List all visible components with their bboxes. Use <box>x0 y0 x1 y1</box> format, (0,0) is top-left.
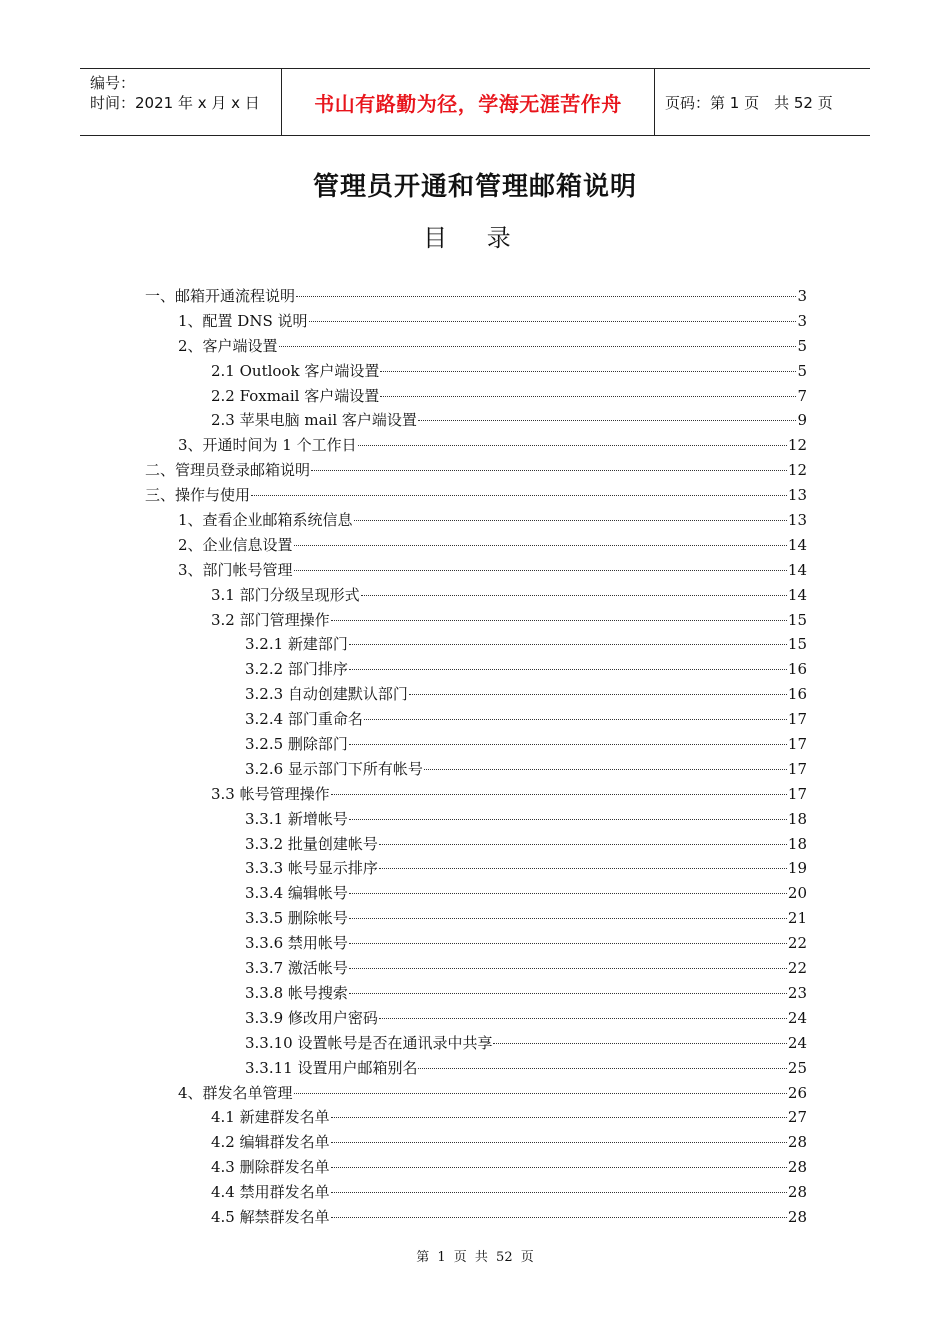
page-footer: 第 1 页 共 52 页 <box>416 1250 534 1265</box>
document-title: 管理员开通和管理邮箱说明 <box>312 172 637 202</box>
toc-entry-label: 3.3.3 帐号显示排序 <box>245 859 378 878</box>
toc-entry-label: 一、邮箱开通流程说明 <box>145 287 296 305</box>
toc-entry-label: 3.3.10 设置帐号是否在通讯录中共享 <box>245 1033 493 1052</box>
toc-entry-page: 14 <box>787 560 807 579</box>
page-header <box>80 68 870 136</box>
toc-dot-leader <box>309 321 797 322</box>
toc-entry-label: 3.3.9 修改用户密码 <box>245 1008 378 1027</box>
toc-entry-page: 9 <box>797 411 807 430</box>
toc-entry-label: 4.1 新建群发名单 <box>211 1108 330 1127</box>
toc-entry[interactable] <box>145 1130 807 1155</box>
toc-entry-label: 4.3 删除群发名单 <box>211 1158 330 1177</box>
toc-entry-page: 25 <box>787 1058 807 1077</box>
toc-dot-leader <box>349 669 787 670</box>
header-time-label: 时间：2021 年 x 月 x 日 <box>90 94 260 112</box>
toc-dot-leader <box>424 769 787 770</box>
toc-entry-page: 17 <box>787 735 807 754</box>
toc-entry[interactable] <box>145 856 807 881</box>
toc-entry-page: 5 <box>797 336 807 355</box>
toc-entry[interactable] <box>145 707 807 732</box>
toc-dot-leader <box>354 520 787 521</box>
toc-entry-label: 3、部门帐号管理 <box>178 560 293 579</box>
toc-entry[interactable] <box>145 757 807 782</box>
toc-dot-leader <box>294 570 787 571</box>
toc-entry[interactable] <box>145 608 807 633</box>
toc-entry-label: 3.3.11 设置用户邮箱别名 <box>245 1058 418 1077</box>
toc-dot-leader <box>349 943 787 944</box>
toc-entry[interactable] <box>145 1031 807 1056</box>
header-page-label: 页码：第 1 页 共 52 页 <box>665 93 833 112</box>
toc-entry-label: 1、查看企业邮箱系统信息 <box>178 511 353 530</box>
toc-entry-page: 15 <box>787 635 807 654</box>
toc-entry-label: 3.3.2 批量创建帐号 <box>245 834 378 853</box>
toc-entry[interactable] <box>145 508 807 533</box>
toc-dot-leader <box>380 371 796 372</box>
toc-entry-label: 1、配置 DNS 说明 <box>178 311 308 330</box>
toc-dot-leader <box>331 1117 787 1118</box>
toc-entry-page: 16 <box>787 660 807 679</box>
header-motto: 书山有路勤为径，学海无涯苦作舟 <box>282 69 655 135</box>
toc-entry[interactable] <box>145 1081 807 1106</box>
toc-entry-page: 28 <box>787 1207 807 1226</box>
toc-entry-page: 15 <box>787 610 807 629</box>
toc-entry-page: 14 <box>787 535 807 554</box>
toc-entry-label: 4、群发名单管理 <box>178 1083 293 1102</box>
toc-entry-page: 18 <box>787 834 807 853</box>
toc-entry-page: 24 <box>787 1008 807 1027</box>
toc-entry-label: 二、管理员登录邮箱说明 <box>145 461 311 480</box>
toc-heading: 目 录 <box>423 224 527 252</box>
toc-dot-leader <box>358 445 787 446</box>
toc-entry-page: 22 <box>787 934 807 953</box>
toc-dot-leader <box>331 794 787 795</box>
toc-dot-leader <box>331 1192 787 1193</box>
toc-entry[interactable] <box>145 1056 807 1081</box>
toc-entry[interactable] <box>145 1180 807 1205</box>
toc-entry[interactable] <box>145 433 807 458</box>
toc-entry-label: 3.3.5 删除帐号 <box>245 909 348 928</box>
toc-entry-label: 三、操作与使用 <box>145 486 251 505</box>
toc-dot-leader <box>294 1093 787 1094</box>
toc-entry[interactable] <box>145 1205 807 1230</box>
toc-entry-page: 13 <box>787 511 807 530</box>
toc-entry[interactable] <box>145 284 807 309</box>
toc-entry-label: 3.3.4 编辑帐号 <box>245 884 348 903</box>
toc-entry[interactable] <box>145 782 807 807</box>
toc-entry[interactable] <box>145 732 807 757</box>
toc-dot-leader <box>418 420 797 421</box>
toc-entry-label: 3.2 部门管理操作 <box>211 610 330 629</box>
toc-dot-leader <box>349 918 787 919</box>
toc-entry[interactable] <box>145 832 807 857</box>
toc-entry-label: 2.1 Outlook 客户端设置 <box>211 361 380 380</box>
toc-dot-leader <box>379 1018 787 1019</box>
toc-entry-label: 4.4 禁用群发名单 <box>211 1183 330 1202</box>
toc-dot-leader <box>349 644 787 645</box>
toc-dot-leader <box>409 694 787 695</box>
toc-entry-label: 2、客户端设置 <box>178 336 278 355</box>
toc-entry-page: 16 <box>787 685 807 704</box>
toc-entry[interactable] <box>145 384 807 409</box>
toc-entry-page: 24 <box>787 1033 807 1052</box>
toc-entry-page: 21 <box>787 909 807 928</box>
toc-dot-leader <box>364 719 787 720</box>
toc-entry-page: 19 <box>787 859 807 878</box>
toc-entry[interactable] <box>145 881 807 906</box>
toc-entry-label: 3、开通时间为 1 个工作日 <box>178 436 357 455</box>
toc-dot-leader <box>418 1068 786 1069</box>
toc-dot-leader <box>331 620 787 621</box>
toc-entry-page: 7 <box>797 386 807 405</box>
toc-entry-page: 5 <box>797 361 807 380</box>
toc-entry-label: 3.2.3 自动创建默认部门 <box>245 685 408 704</box>
toc-dot-leader <box>349 968 787 969</box>
toc-entry-label: 3.3 帐号管理操作 <box>211 784 330 803</box>
toc-dot-leader <box>349 744 787 745</box>
toc-entry[interactable] <box>145 682 807 707</box>
toc-entry-page: 28 <box>787 1158 807 1177</box>
table-of-contents <box>145 284 807 1230</box>
toc-dot-leader <box>349 893 787 894</box>
toc-entry-label: 3.2.6 显示部门下所有帐号 <box>245 759 423 778</box>
toc-entry[interactable] <box>145 408 807 433</box>
toc-entry-label: 3.3.6 禁用帐号 <box>245 934 348 953</box>
toc-entry-label: 3.2.2 部门排序 <box>245 660 348 679</box>
toc-entry-page: 17 <box>787 710 807 729</box>
toc-entry[interactable] <box>145 1105 807 1130</box>
toc-entry[interactable] <box>145 359 807 384</box>
toc-entry-page: 28 <box>787 1183 807 1202</box>
toc-entry-page: 12 <box>787 436 807 455</box>
toc-dot-leader <box>294 545 787 546</box>
toc-entry-label: 2.2 Foxmail 客户端设置 <box>211 386 380 405</box>
toc-entry-page: 28 <box>787 1133 807 1152</box>
toc-dot-leader <box>279 346 797 347</box>
toc-entry-page: 13 <box>787 486 807 505</box>
toc-entry-label: 3.2.1 新建部门 <box>245 635 348 654</box>
toc-entry-label: 3.2.5 删除部门 <box>245 735 348 754</box>
toc-entry[interactable] <box>145 1006 807 1031</box>
header-meta <box>80 69 282 135</box>
toc-entry-page: 20 <box>787 884 807 903</box>
toc-entry[interactable] <box>145 309 807 334</box>
toc-entry-page: 17 <box>787 784 807 803</box>
toc-entry-label: 3.1 部门分级呈现形式 <box>211 585 360 604</box>
toc-entry[interactable] <box>145 483 807 508</box>
toc-entry-label: 3.3.1 新增帐号 <box>245 809 348 828</box>
toc-entry-page: 18 <box>787 809 807 828</box>
toc-entry-page: 17 <box>787 759 807 778</box>
toc-entry[interactable] <box>145 533 807 558</box>
toc-entry[interactable] <box>145 334 807 359</box>
toc-dot-leader <box>379 844 787 845</box>
toc-entry-page: 12 <box>787 461 807 480</box>
toc-entry-label: 3.2.4 部门重命名 <box>245 710 363 729</box>
header-number-label: 编号： <box>90 74 136 92</box>
toc-entry-page: 26 <box>787 1083 807 1102</box>
toc-dot-leader <box>251 495 787 496</box>
toc-dot-leader <box>349 819 787 820</box>
toc-entry-label: 3.3.7 激活帐号 <box>245 959 348 978</box>
toc-entry[interactable] <box>145 956 807 981</box>
toc-entry[interactable] <box>145 458 807 483</box>
toc-entry[interactable] <box>145 632 807 657</box>
toc-dot-leader <box>380 396 796 397</box>
toc-entry[interactable] <box>145 931 807 956</box>
toc-entry-label: 2.3 苹果电脑 mail 客户端设置 <box>211 411 417 430</box>
toc-dot-leader <box>349 993 787 994</box>
toc-entry-label: 4.2 编辑群发名单 <box>211 1133 330 1152</box>
toc-entry-page: 3 <box>797 311 807 330</box>
toc-dot-leader <box>379 868 787 869</box>
toc-entry[interactable] <box>145 583 807 608</box>
toc-entry-page: 22 <box>787 959 807 978</box>
toc-entry[interactable] <box>145 906 807 931</box>
toc-entry[interactable] <box>145 1155 807 1180</box>
toc-dot-leader <box>493 1043 786 1044</box>
toc-entry[interactable] <box>145 657 807 682</box>
toc-entry-page: 14 <box>787 585 807 604</box>
toc-dot-leader <box>311 470 787 471</box>
toc-entry-page: 23 <box>787 983 807 1002</box>
toc-entry-page: 27 <box>787 1108 807 1127</box>
toc-dot-leader <box>331 1142 787 1143</box>
toc-entry-label: 3.3.8 帐号搜索 <box>245 983 348 1002</box>
toc-dot-leader <box>331 1167 787 1168</box>
toc-entry[interactable] <box>145 807 807 832</box>
toc-dot-leader <box>296 296 796 297</box>
toc-entry[interactable] <box>145 981 807 1006</box>
toc-dot-leader <box>331 1217 787 1218</box>
toc-entry[interactable] <box>145 558 807 583</box>
toc-entry-label: 2、企业信息设置 <box>178 535 293 554</box>
toc-dot-leader <box>361 595 787 596</box>
toc-entry-page: 3 <box>797 287 807 305</box>
toc-entry-label: 4.5 解禁群发名单 <box>211 1207 330 1226</box>
